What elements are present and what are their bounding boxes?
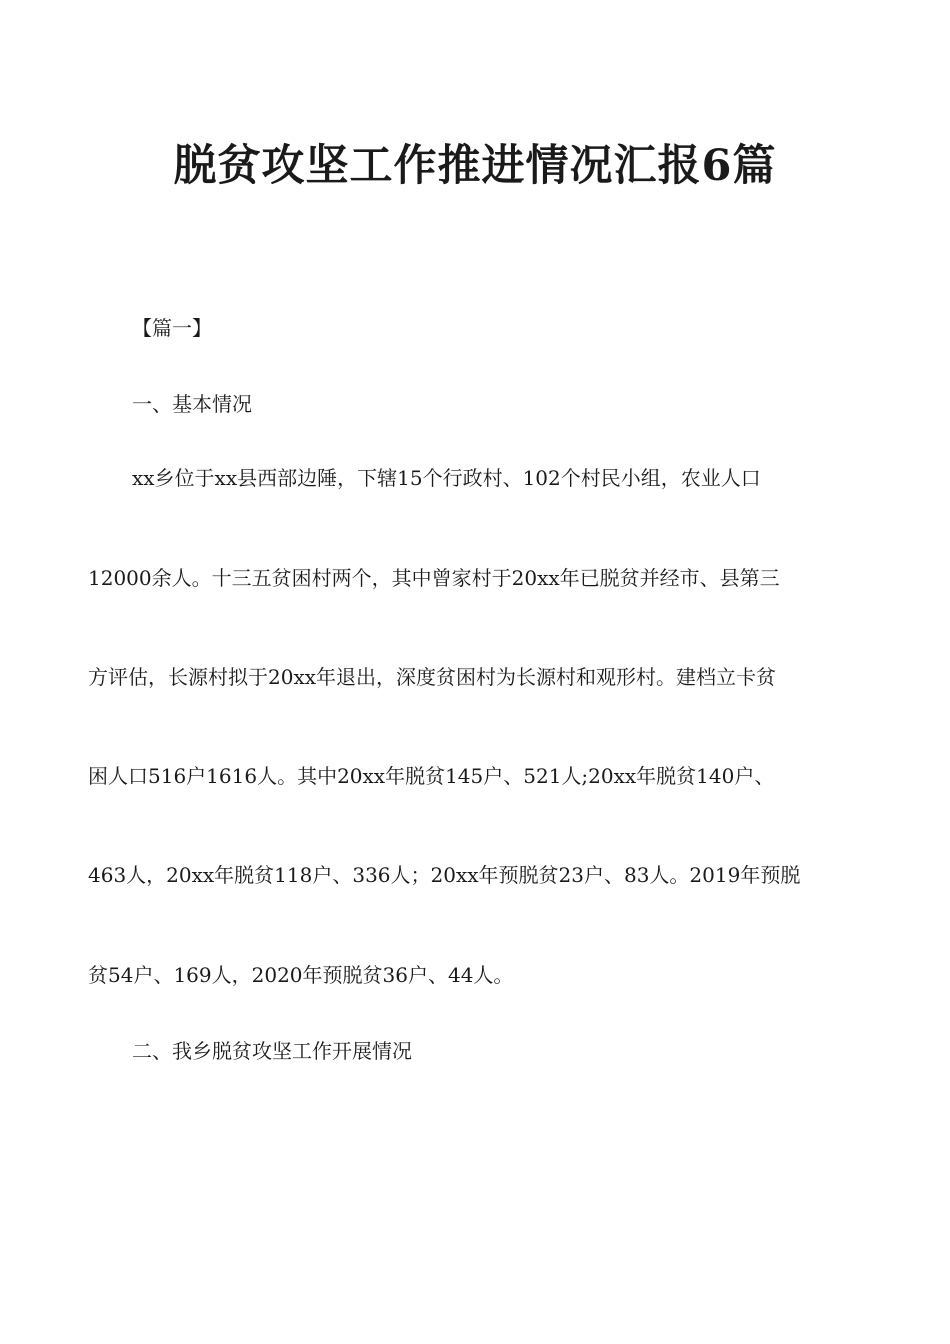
- section-marker: 【篇一】: [132, 316, 212, 340]
- paragraph-line: 12000余人。十三五贫困村两个，其中曾家村于20xx年已脱贫并经市、县第三: [88, 566, 780, 590]
- paragraph-line: 方评估，长源村拟于20xx年退出，深度贫困村为长源村和观形村。建档立卡贫: [88, 665, 777, 689]
- paragraph-line: 463人，20xx年脱贫118户、336人；20xx年预脱贫23户、83人。2019年预脱: [88, 863, 801, 887]
- paragraph-line: 困人口516户1616人。其中20xx年脱贫145户、521人;20xx年脱贫140户、: [88, 764, 775, 788]
- paragraph-line: xx乡位于xx县西部边陲，下辖15个行政村、102个村民小组，农业人口: [132, 466, 761, 490]
- paragraph-line: 贫54户、169人，2020年预脱贫36户、44人。: [88, 963, 514, 987]
- heading-work-progress: 二、我乡脱贫攻坚工作开展情况: [132, 1039, 412, 1063]
- heading-basic-situation: 一、基本情况: [132, 392, 252, 416]
- document-title: 脱贫攻坚工作推进情况汇报6篇: [173, 141, 777, 191]
